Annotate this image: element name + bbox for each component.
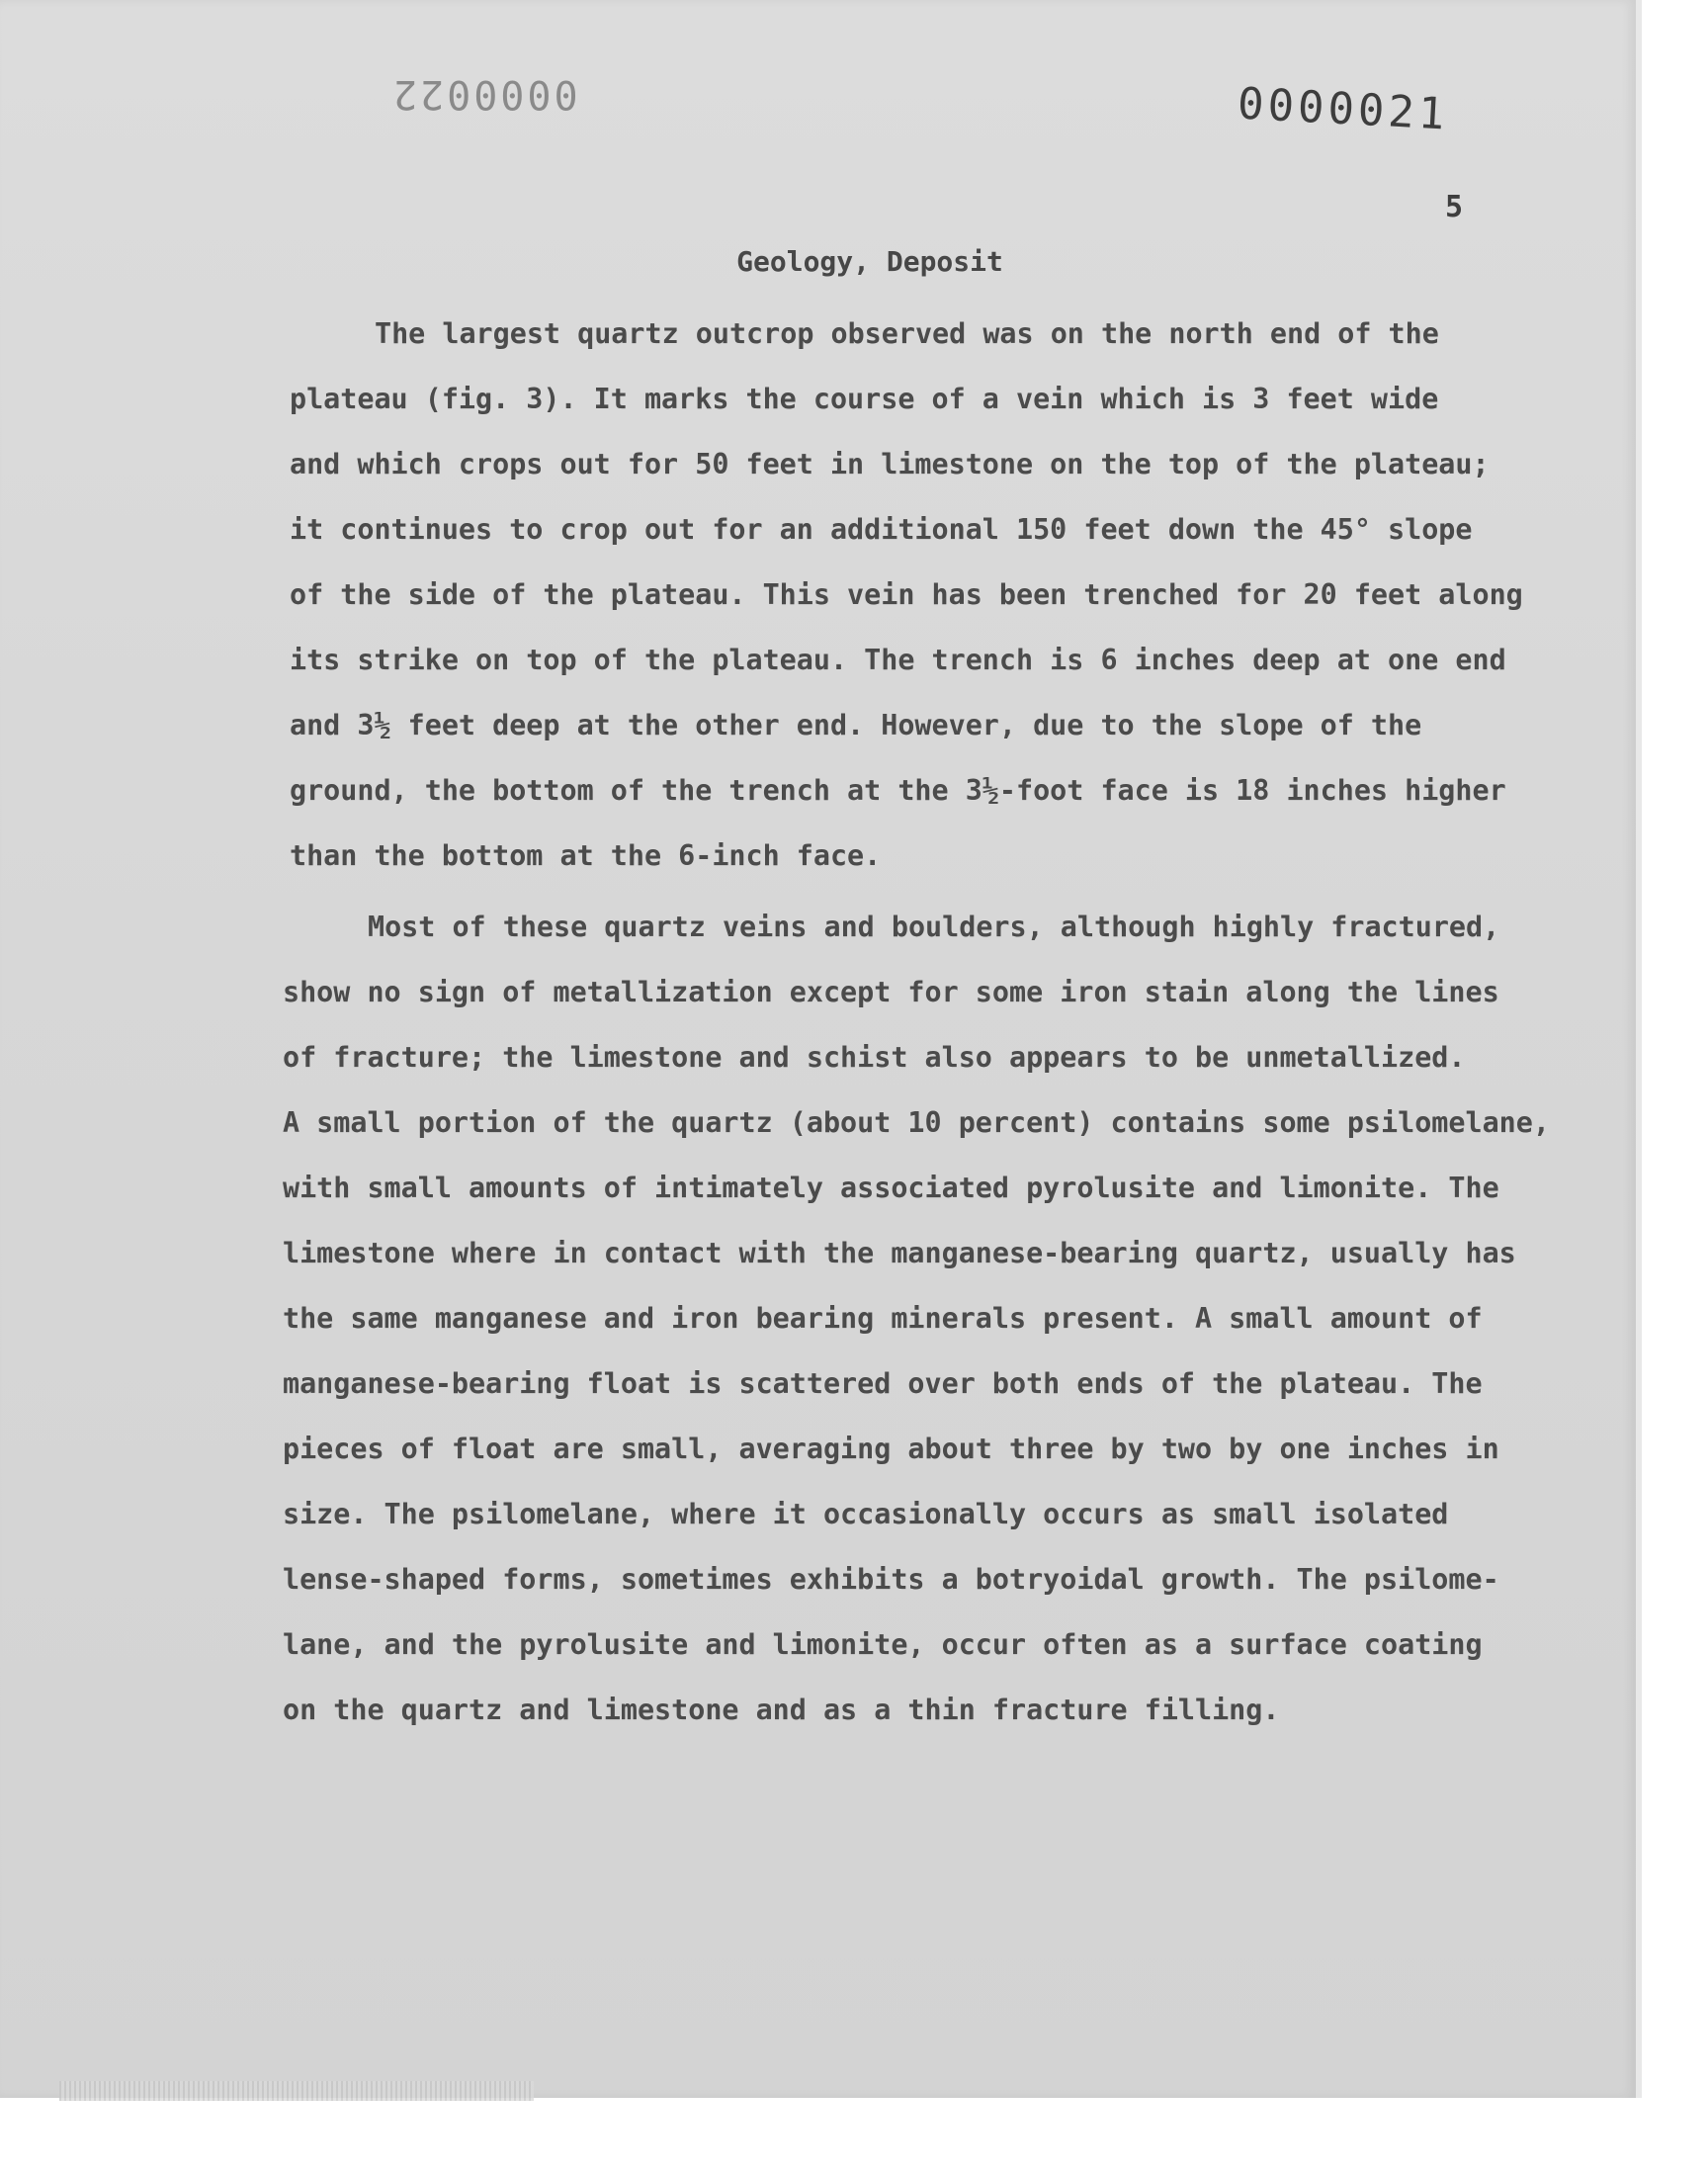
scan-edge (1636, 0, 1642, 2098)
paragraph-line: with small amounts of intimately associated pyrolusite and limonite. The (283, 1172, 1499, 1204)
paragraph-line: size. The psilomelane, where it occasionally occurs as small isolated (283, 1498, 1449, 1530)
paragraph-line: A small portion of the quartz (about 10 percent) contains some psilomelane, (283, 1106, 1550, 1139)
section-heading: Geology, Deposit (736, 245, 1003, 278)
paragraph-line: its strike on top of the plateau. The trench is 6 inches deep at one end (290, 644, 1506, 676)
paragraph-line: pieces of float are small, averaging about three by two by one inches in (283, 1433, 1499, 1465)
paragraph-line: The largest quartz outcrop observed was on the north end of the (375, 317, 1439, 350)
paragraph-line: and which crops out for 50 feet in limestone on the top of the plateau; (290, 448, 1490, 480)
paragraph-line: it continues to crop out for an additional 150 feet down the 45° slope (290, 513, 1473, 546)
page-number: 5 (1445, 190, 1464, 224)
mirrored-stamp-number: 0000022 (390, 71, 578, 117)
paragraph-line: limestone where in contact with the manganese-bearing quartz, usually has (283, 1237, 1516, 1269)
paragraph-line: the same manganese and iron bearing minerals present. A small amount of (283, 1302, 1483, 1335)
paragraph-line: of the side of the plateau. This vein has been trenched for 20 feet along (290, 578, 1523, 611)
document-number-stamp: 0000021 (1236, 78, 1450, 140)
paragraph-line: and 3½ feet deep at the other end. However, due to the slope of the (290, 709, 1422, 741)
paragraph-line: lense-shaped forms, sometimes exhibits a botryoidal growth. The psilome- (283, 1563, 1499, 1596)
paragraph-line: lane, and the pyrolusite and limonite, occur often as a surface coating (283, 1628, 1483, 1661)
paragraph-2 (283, 895, 1550, 1743)
paragraph-line: ground, the bottom of the trench at the 3½-foot face is 18 inches higher (290, 774, 1506, 807)
paragraph-line: than the bottom at the 6-inch face. (290, 839, 882, 872)
scan-artifact-strip (59, 2081, 534, 2101)
paragraph-line: show no sign of metallization except for some iron stain along the lines (283, 976, 1499, 1008)
paragraph-line: on the quartz and limestone and as a thin fracture filling. (283, 1694, 1280, 1726)
paragraph-line: of fracture; the limestone and schist also appears to be unmetallized. (283, 1041, 1466, 1074)
paragraph-line: manganese-bearing float is scattered over both ends of the plateau. The (283, 1367, 1483, 1400)
paragraph-line: plateau (fig. 3). It marks the course of a vein which is 3 feet wide (290, 383, 1439, 415)
paragraph-line: Most of these quartz veins and boulders, although highly fractured, (368, 911, 1500, 943)
paragraph-1 (290, 302, 1523, 889)
